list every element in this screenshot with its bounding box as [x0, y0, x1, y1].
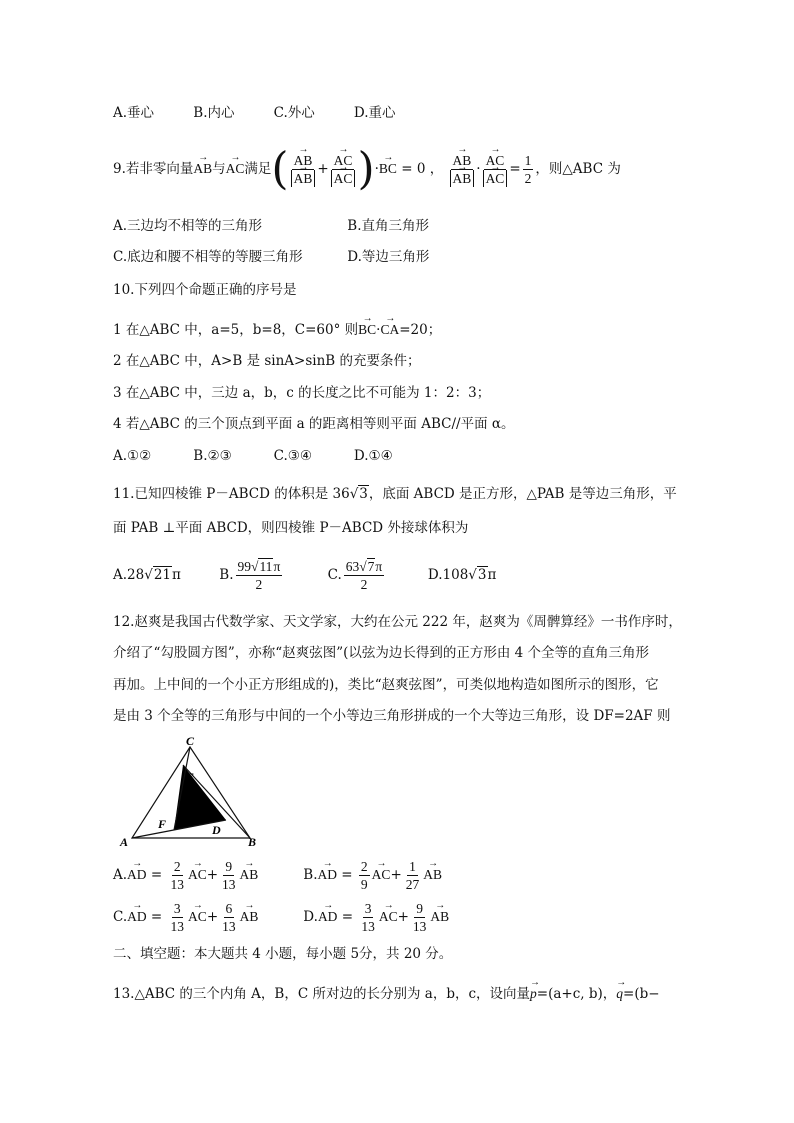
q12-options-row2 — [113, 898, 449, 936]
q8-option-a: A.垂心 — [113, 105, 155, 121]
q9-options-row2 — [113, 247, 429, 267]
section-2-heading: 二、填空题：本大题共 4 小题，每小题 5分，共 20 分。 — [113, 946, 453, 962]
q10-proposition-2: 2 在△ABC 中，A>B 是 sinA>sinB 的充要条件； — [113, 353, 421, 369]
q11-option-d: D.108√3π — [427, 567, 497, 583]
q10-option-a: A.①② — [113, 448, 152, 464]
q10-option-c: C.③④ — [273, 448, 312, 464]
q9-option-a: A.三边均不相等的三角形 — [113, 218, 263, 234]
q12-figure — [112, 735, 272, 850]
q12-line-2: 介绍了“勾股圆方图”，亦称“赵爽弦图”(以弦为边长得到的正方形由 4 个全等的直角三角形 — [113, 645, 650, 661]
q9-unit-ac-2: → AC → AC — [483, 152, 508, 187]
q8-option-b: B.内心 — [193, 105, 235, 121]
q9-half: $\frac{1}{2}$ — [524, 153, 532, 186]
label-f: F — [158, 817, 167, 831]
q9-prefix: 9.若非零向量 — [113, 161, 194, 177]
q11-option-c: C. $\frac{63√7\pi}{2}$ — [327, 559, 383, 592]
q12-option-a: A.→ AD = $\frac{2}{13}$ → AC+ $\frac{9}{13}$ → AB — [113, 856, 299, 894]
q9-vector-bc: → BC — [379, 140, 397, 198]
q11-options — [113, 552, 496, 598]
q13-stem: 13.△ABC 的三个内角 A，B，C 所对边的长分别为 a，b，c，设向量→ p=(a+c, b)，→ q=(b− — [113, 984, 660, 1004]
q12-line-4: 是由 3 个全等的三角形与中间的一个小等边三角形拼成的一个大等边三角形，设 DF=2AF 则 — [113, 708, 671, 724]
q9-option-b: B.直角三角形 — [347, 218, 430, 234]
q12-line-1: 12.赵爽是我国古代数学家、天文学家，大约在公元 222 年，赵爽为《周髀算经》一书作序时， — [113, 614, 682, 630]
q13-vector-p: → p — [530, 984, 537, 1004]
q10-proposition-4: 4 若△ABC 的三个顶点到平面 a 的距离相等则平面 ABC//平面 α。 — [113, 416, 515, 432]
label-a: A — [120, 835, 129, 849]
q9-cond: 满足 — [244, 161, 272, 177]
q12-option-b: B.→ AD = $\frac{2}{9}$ → AC+ $\frac{1}{27}$ → AB — [303, 856, 442, 894]
q13-vector-q: → q — [616, 984, 623, 1004]
q8-option-d: D.重心 — [353, 105, 396, 121]
q9-stem: 9.若非零向量→ AB与→ AC满足( → AB → AB + → AC → AC )·→ BC = 0 ， → AB → AB · → AC → AC = $\frac{1}{2}$ ，则△ABC 为 — [113, 140, 621, 198]
q9-right-paren: ) — [357, 143, 375, 195]
label-e: E — [186, 770, 195, 784]
q9-options-row1 — [113, 216, 429, 236]
q9-option-d: D.等边三角形 — [347, 249, 430, 265]
q9-left-paren: ( — [271, 143, 289, 195]
q9-vector-ac: → AC — [226, 140, 245, 198]
q11-line1: 11.已知四棱锥 P－ABCD 的体积是 36√3，底面 ABCD 是正方形，△PAB 是等边三角形，平 — [113, 486, 677, 502]
q9-tail: ，则△ABC 为 — [535, 161, 621, 177]
label-d: D — [212, 823, 221, 837]
q12-option-c: C.→ AD = $\frac{3}{13}$ → AC+ $\frac{6}{13}$ → AB — [113, 898, 299, 936]
q10-proposition-1: 1 在△ABC 中，a=5，b=8，C=60° 则→ BC·→ CA=20； — [113, 320, 441, 340]
q10-option-d: D.①④ — [353, 448, 393, 464]
q9-vector-ab: → AB — [193, 140, 212, 198]
q10-options — [113, 446, 393, 466]
q9-eq0: = 0 ， — [401, 161, 444, 177]
inner-triangle — [174, 765, 226, 830]
q11-option-b: B. $\frac{99√11\pi}{2}$ — [219, 559, 281, 592]
q9-mid: 与 — [212, 161, 226, 177]
q9-unit-ab: → AB → AB — [291, 152, 316, 187]
q10-proposition-3: 3 在△ABC 中，三边 a，b，c 的长度之比不可能为 1：2：3； — [113, 385, 491, 401]
q9-unit-ab-2: → AB → AB — [450, 152, 475, 187]
q9-option-c: C.底边和腰不相等的等腰三角形 — [113, 249, 303, 265]
label-c: C — [186, 735, 195, 748]
q9-unit-ac: → AC → AC — [331, 152, 356, 187]
q12-line-3: 再加。上中间的一个小正方形组成的)，类比“赵爽弦图”，可类似地构造如图所示的图形，它 — [113, 677, 659, 693]
label-b: B — [248, 835, 257, 849]
q8-options — [113, 103, 396, 123]
q11-option-a: A.28√21π — [113, 567, 181, 583]
q10-option-b: B.②③ — [193, 448, 232, 464]
q10-stem: 10.下列四个命题正确的序号是 — [113, 282, 297, 298]
q11-line2: 面 PAB ⊥平面 ABCD，则四棱锥 P－ABCD 外接球体积为 — [113, 520, 469, 536]
q12-option-d: D.→ AD = $\frac{3}{13}$ → AC+ $\frac{9}{13}$ → AB — [303, 898, 449, 936]
q8-option-c: C.外心 — [273, 105, 315, 121]
